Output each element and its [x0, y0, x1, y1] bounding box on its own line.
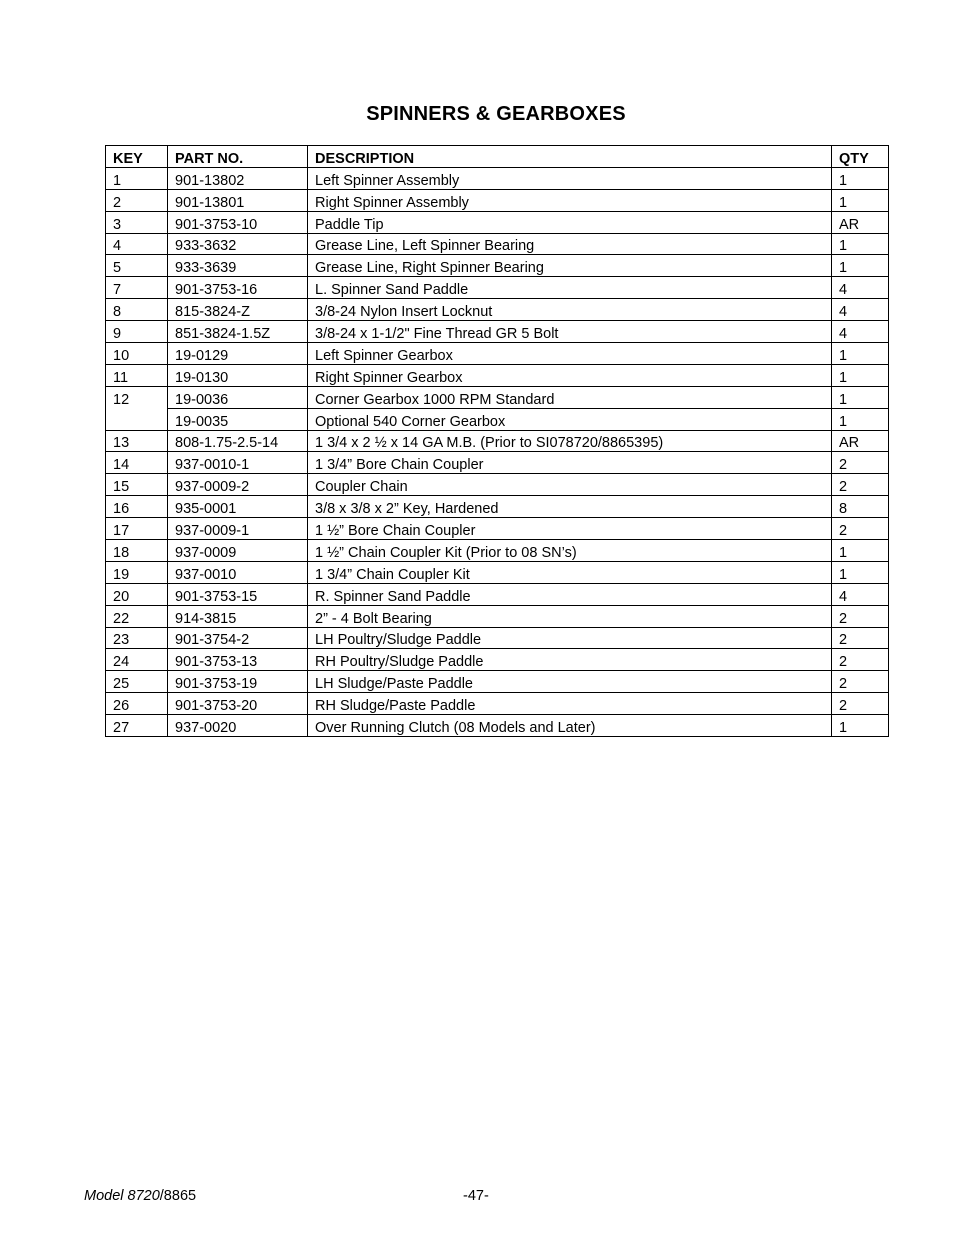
cell-description: 3/8 x 3/8 x 2” Key, Hardened	[308, 496, 832, 518]
footer-model-label: Model 8720	[84, 1188, 160, 1204]
table-row	[106, 255, 889, 277]
cell-qty: 1	[832, 561, 889, 583]
cell-part-no: 901-3753-10	[168, 211, 308, 233]
cell-description: 1 3/4 x 2 ½ x 14 GA M.B. (Prior to SI078720/8865395)	[308, 430, 832, 452]
cell-qty: 4	[832, 277, 889, 299]
cell-description: 3/8-24 Nylon Insert Locknut	[308, 299, 832, 321]
table-row	[106, 518, 889, 540]
header-description: DESCRIPTION	[308, 146, 832, 168]
footer-model	[84, 1188, 196, 1204]
table-row	[106, 561, 889, 583]
table-row	[106, 605, 889, 627]
cell-part-no: 901-3753-16	[168, 277, 308, 299]
table-row	[106, 430, 889, 452]
cell-qty: 2	[832, 518, 889, 540]
cell-part-no: 815-3824-Z	[168, 299, 308, 321]
cell-part-no: 901-3753-19	[168, 671, 308, 693]
cell-description: Right Spinner Assembly	[308, 189, 832, 211]
cell-description: 1 ½” Chain Coupler Kit (Prior to 08 SN’s)	[308, 540, 832, 562]
cell-qty: 2	[832, 474, 889, 496]
cell-key: 26	[106, 693, 168, 715]
cell-description: 2” - 4 Bolt Bearing	[308, 605, 832, 627]
header-qty: QTY	[832, 146, 889, 168]
table-row	[106, 167, 889, 189]
table-header-row	[106, 146, 889, 168]
cell-part-no: 914-3815	[168, 605, 308, 627]
cell-description: L. Spinner Sand Paddle	[308, 277, 832, 299]
cell-part-no: 901-3753-13	[168, 649, 308, 671]
cell-key: 3	[106, 211, 168, 233]
table-row	[106, 386, 889, 408]
cell-part-no: 935-0001	[168, 496, 308, 518]
cell-description: R. Spinner Sand Paddle	[308, 583, 832, 605]
cell-description: Right Spinner Gearbox	[308, 364, 832, 386]
cell-key: 7	[106, 277, 168, 299]
cell-part-no: 937-0009-2	[168, 474, 308, 496]
cell-description: RH Poultry/Sludge Paddle	[308, 649, 832, 671]
cell-key: 23	[106, 627, 168, 649]
cell-qty: 4	[832, 299, 889, 321]
cell-qty: 1	[832, 386, 889, 408]
cell-qty: 1	[832, 364, 889, 386]
cell-key: 4	[106, 233, 168, 255]
cell-key: 24	[106, 649, 168, 671]
cell-key: 13	[106, 430, 168, 452]
cell-qty: 1	[832, 540, 889, 562]
table-row	[106, 364, 889, 386]
cell-description: 1 3/4” Bore Chain Coupler	[308, 452, 832, 474]
cell-qty: 1	[832, 715, 889, 737]
parts-table-body	[106, 167, 889, 736]
cell-key: 18	[106, 540, 168, 562]
table-row	[106, 211, 889, 233]
table-row	[106, 715, 889, 737]
cell-part-no: 901-3753-15	[168, 583, 308, 605]
table-row	[106, 474, 889, 496]
cell-qty: AR	[832, 211, 889, 233]
cell-qty: 2	[832, 671, 889, 693]
cell-qty: 1	[832, 167, 889, 189]
cell-key: 11	[106, 364, 168, 386]
cell-description: Optional 540 Corner Gearbox	[308, 408, 832, 430]
table-row	[106, 452, 889, 474]
table-row	[106, 496, 889, 518]
cell-key: 17	[106, 518, 168, 540]
footer-page-number: -47-	[463, 1188, 489, 1204]
cell-key: 8	[106, 299, 168, 321]
table-row	[106, 649, 889, 671]
cell-key: 19	[106, 561, 168, 583]
cell-key	[106, 408, 168, 430]
cell-key: 15	[106, 474, 168, 496]
cell-qty: 4	[832, 321, 889, 343]
cell-description: Grease Line, Left Spinner Bearing	[308, 233, 832, 255]
cell-qty: 1	[832, 255, 889, 277]
cell-description: Left Spinner Assembly	[308, 167, 832, 189]
cell-part-no: 901-3753-20	[168, 693, 308, 715]
cell-description: RH Sludge/Paste Paddle	[308, 693, 832, 715]
header-key: KEY	[106, 146, 168, 168]
cell-part-no: 19-0129	[168, 343, 308, 365]
cell-part-no: 901-13802	[168, 167, 308, 189]
cell-qty: 2	[832, 693, 889, 715]
table-row	[106, 671, 889, 693]
cell-part-no: 937-0020	[168, 715, 308, 737]
cell-part-no: 937-0009	[168, 540, 308, 562]
cell-part-no: 808-1.75-2.5-14	[168, 430, 308, 452]
cell-description: 1 ½” Bore Chain Coupler	[308, 518, 832, 540]
cell-qty: 1	[832, 189, 889, 211]
page-title: SPINNERS & GEARBOXES	[366, 103, 626, 125]
cell-key: 1	[106, 167, 168, 189]
cell-part-no: 901-3754-2	[168, 627, 308, 649]
cell-key: 10	[106, 343, 168, 365]
cell-key: 20	[106, 583, 168, 605]
table-row	[106, 277, 889, 299]
cell-qty: 8	[832, 496, 889, 518]
cell-description: LH Poultry/Sludge Paddle	[308, 627, 832, 649]
footer-model-suffix: /8865	[159, 1188, 197, 1204]
cell-part-no: 937-0010	[168, 561, 308, 583]
table-row	[106, 321, 889, 343]
cell-description: Paddle Tip	[308, 211, 832, 233]
cell-qty: 1	[832, 343, 889, 365]
cell-description: 3/8-24 x 1-1/2" Fine Thread GR 5 Bolt	[308, 321, 832, 343]
cell-key: 16	[106, 496, 168, 518]
cell-key: 22	[106, 605, 168, 627]
cell-qty: 1	[832, 408, 889, 430]
cell-qty: 1	[832, 233, 889, 255]
cell-description: Coupler Chain	[308, 474, 832, 496]
table-row	[106, 408, 889, 430]
cell-qty: 2	[832, 452, 889, 474]
cell-key: 27	[106, 715, 168, 737]
cell-qty: 2	[832, 605, 889, 627]
cell-key: 9	[106, 321, 168, 343]
cell-key: 5	[106, 255, 168, 277]
cell-description: LH Sludge/Paste Paddle	[308, 671, 832, 693]
table-row	[106, 299, 889, 321]
table-row	[106, 540, 889, 562]
cell-qty: 2	[832, 649, 889, 671]
table-row	[106, 233, 889, 255]
parts-table	[105, 145, 889, 737]
cell-part-no: 937-0009-1	[168, 518, 308, 540]
table-row	[106, 693, 889, 715]
cell-part-no: 19-0130	[168, 364, 308, 386]
cell-part-no: 19-0036	[168, 386, 308, 408]
cell-key: 14	[106, 452, 168, 474]
table-row	[106, 627, 889, 649]
cell-description: Left Spinner Gearbox	[308, 343, 832, 365]
cell-qty: 4	[832, 583, 889, 605]
cell-description: Grease Line, Right Spinner Bearing	[308, 255, 832, 277]
cell-key: 12	[106, 386, 168, 408]
header-part-no: PART NO.	[168, 146, 308, 168]
cell-part-no: 937-0010-1	[168, 452, 308, 474]
cell-part-no: 851-3824-1.5Z	[168, 321, 308, 343]
table-row	[106, 343, 889, 365]
cell-description: Over Running Clutch (08 Models and Later)	[308, 715, 832, 737]
table-row	[106, 189, 889, 211]
cell-part-no: 901-13801	[168, 189, 308, 211]
cell-description: Corner Gearbox 1000 RPM Standard	[308, 386, 832, 408]
cell-key: 2	[106, 189, 168, 211]
cell-part-no: 19-0035	[168, 408, 308, 430]
cell-qty: AR	[832, 430, 889, 452]
cell-qty: 2	[832, 627, 889, 649]
cell-description: 1 3/4” Chain Coupler Kit	[308, 561, 832, 583]
cell-part-no: 933-3632	[168, 233, 308, 255]
cell-part-no: 933-3639	[168, 255, 308, 277]
table-row	[106, 583, 889, 605]
cell-key: 25	[106, 671, 168, 693]
